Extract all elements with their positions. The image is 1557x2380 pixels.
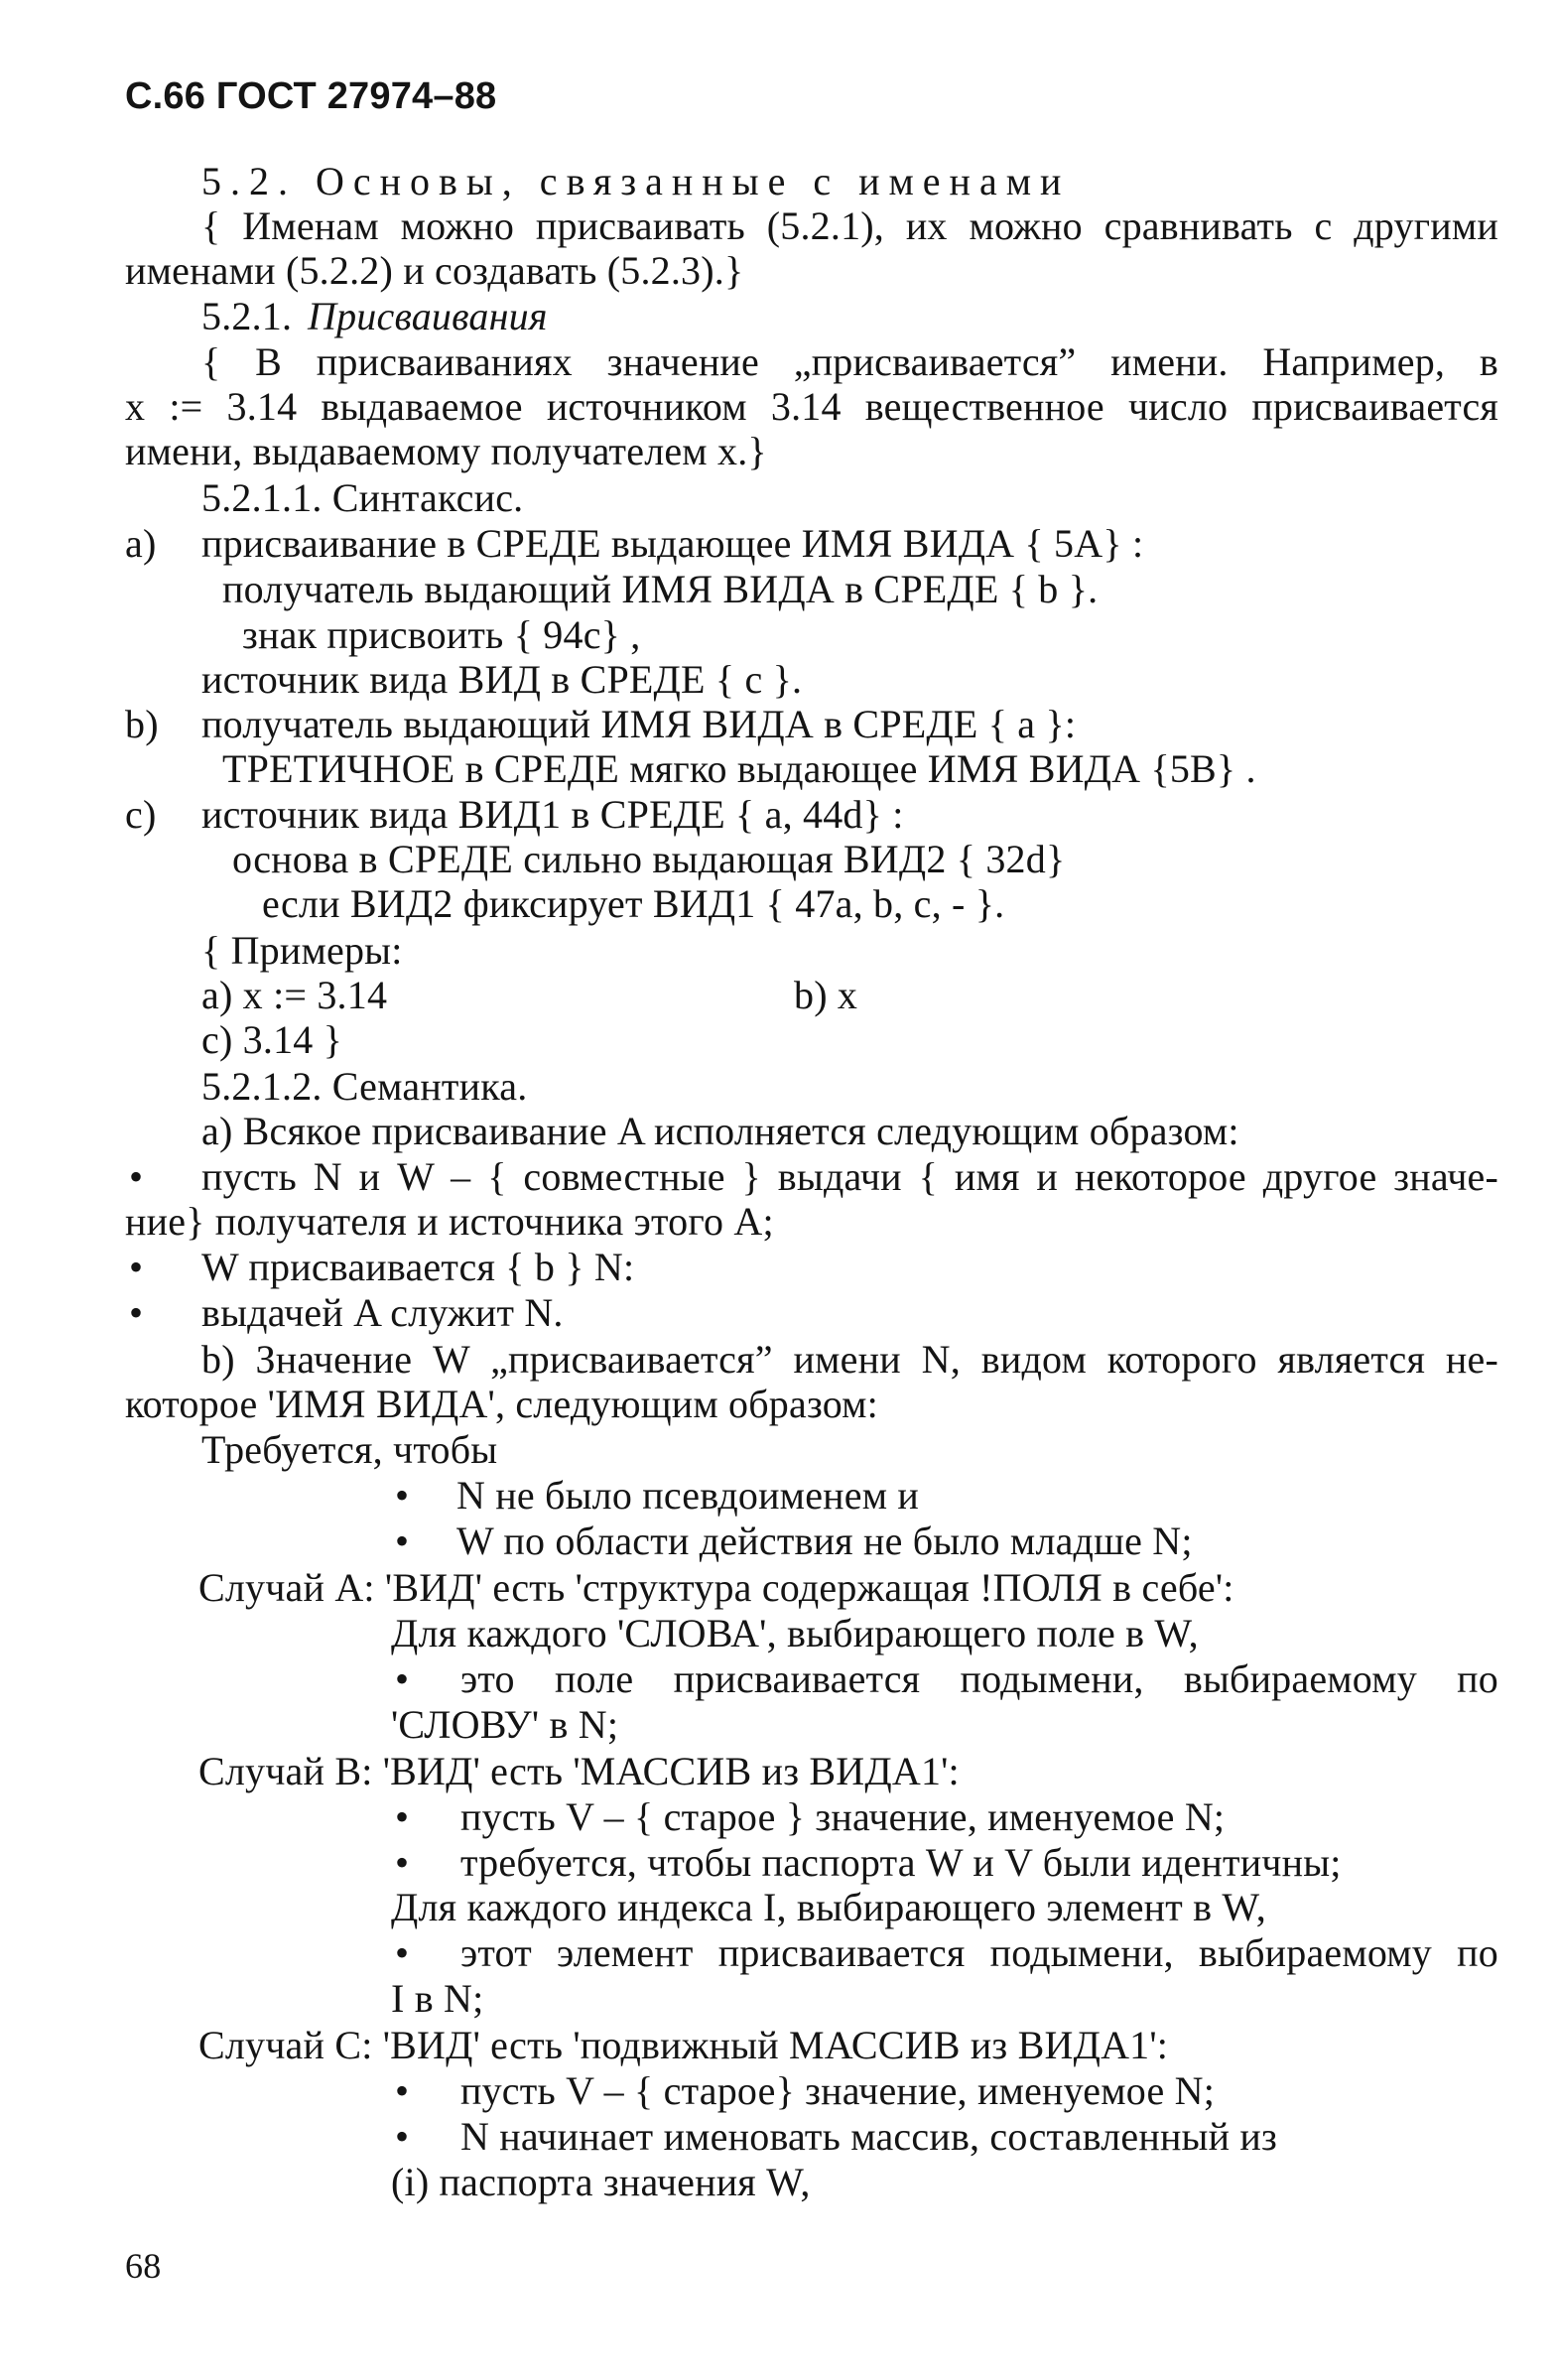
text-line: ние} получателя и источника этого A; <box>125 1199 774 1244</box>
section-heading: 5.2. Основы, связанные с именами <box>201 159 1071 203</box>
bullet: • <box>395 1794 410 1839</box>
subsection-heading: 5.2.1.2. Семантика. <box>201 1064 528 1109</box>
list-marker: b) <box>125 702 159 746</box>
bullet: • <box>395 1519 410 1563</box>
bullet: • <box>129 1290 144 1335</box>
page-number: 68 <box>125 2246 162 2286</box>
bullet: • <box>395 1473 410 1518</box>
syntax-rule: основа в СРЕДЕ сильно выдающая ВИД2 { 32d} <box>232 837 1066 881</box>
text-line: N не было псевдоименем и <box>456 1473 920 1518</box>
syntax-rule: присваивание в СРЕДЕ выдающее ИМЯ ВИДА { 5A} : <box>201 521 1144 566</box>
case-heading: Случай C: 'ВИД' есть 'подвижный МАССИВ из ВИДА1': <box>198 2023 1169 2067</box>
text-line: a) Всякое присваивание A исполняется следующим образом: <box>201 1109 1239 1153</box>
text-line: { Примеры: <box>201 928 403 973</box>
bullet: • <box>395 2114 410 2159</box>
text-line: Для каждого индекса I, выбирающего элемент в W, <box>391 1885 1266 1929</box>
text-line: W по области действия не было младше N; <box>456 1519 1193 1563</box>
text-line: имени, выдаваемому получателем x.} <box>125 429 767 473</box>
running-header: С.66 ГОСТ 27974–88 <box>125 75 497 117</box>
text-line: которое 'ИМЯ ВИДА', следующим образом: <box>125 1382 878 1426</box>
text-line: пусть V – { старое} значение, именуемое N; <box>460 2068 1216 2113</box>
syntax-rule: получатель выдающий ИМЯ ВИДА в СРЕДЕ { a }: <box>201 702 1077 746</box>
list-marker: c) <box>125 792 157 837</box>
text-line: x := 3.14 выдаваемое источником 3.14 вещественное число присваивается <box>125 384 1498 429</box>
bullet: • <box>395 1840 410 1885</box>
text-line: именами (5.2.2) и создавать (5.2.3).} <box>125 248 744 293</box>
example-line: c) 3.14 } <box>201 1017 343 1062</box>
text-line: это поле присваивается подымени, выбираемому по <box>460 1656 1498 1701</box>
example-line: a) x := 3.14 <box>201 973 388 1017</box>
bullet: • <box>129 1245 144 1289</box>
syntax-rule: знак присвоить { 94c} , <box>242 612 641 657</box>
text-line: 'СЛОВУ' в N; <box>391 1702 619 1747</box>
text-line: b) Значение W „присваивается” имени N, видом которого является не- <box>201 1337 1498 1382</box>
syntax-rule: ТРЕТИЧНОЕ в СРЕДЕ мягко выдающее ИМЯ ВИДА {5B} . <box>222 746 1256 791</box>
bullet: • <box>395 1656 410 1701</box>
text-line: N начинает именовать массив, составленный из <box>460 2114 1278 2159</box>
example-line: b) x <box>794 973 858 1017</box>
text-line: выдачей A служит N. <box>201 1290 564 1335</box>
syntax-rule: источник вида ВИД1 в СРЕДЕ { a, 44d} : <box>201 792 904 837</box>
syntax-rule: источник вида ВИД в СРЕДЕ { c }. <box>201 657 803 702</box>
text-line: пусть N и W – { совместные } выдачи { имя и некоторое другое значе- <box>201 1154 1498 1199</box>
text-line: (i) паспорта значения W, <box>391 2160 811 2204</box>
subsection-title: Присваивания <box>308 294 548 338</box>
subsection-number: 5.2.1. <box>201 294 293 338</box>
subsection-heading: 5.2.1.1. Синтаксис. <box>201 475 524 520</box>
text-line: этот элемент присваивается подымени, выбираемому по <box>460 1930 1498 1975</box>
syntax-rule: если ВИД2 фиксирует ВИД1 { 47a, b, c, - }. <box>262 881 1005 926</box>
bullet: • <box>395 1930 410 1975</box>
bullet: • <box>395 2068 410 2113</box>
text-line: { Именам можно присваивать (5.2.1), их можно сравнивать с другими <box>201 203 1498 248</box>
text-line: пусть V – { старое } значение, именуемое N; <box>460 1794 1226 1839</box>
bullet: • <box>129 1154 144 1199</box>
case-heading: Случай A: 'ВИД' есть 'структура содержащая !ПОЛЯ в себе': <box>198 1565 1234 1610</box>
text-line: I в N; <box>391 1976 484 2021</box>
syntax-rule: получатель выдающий ИМЯ ВИДА в СРЕДЕ { b }. <box>222 567 1099 611</box>
text-line: Для каждого 'СЛОВА', выбирающего поле в W, <box>391 1611 1199 1655</box>
text-line: Требуется, чтобы <box>201 1427 498 1472</box>
list-marker: a) <box>125 521 157 566</box>
text-line: требуется, чтобы паспорта W и V были идентичны; <box>460 1840 1342 1885</box>
text-line: W присваивается { b } N: <box>201 1245 635 1289</box>
text-line: { В присваиваниях значение „присваивается” имени. Например, в <box>201 339 1498 384</box>
case-heading: Случай B: 'ВИД' есть 'МАССИВ из ВИДА1': <box>198 1749 960 1793</box>
